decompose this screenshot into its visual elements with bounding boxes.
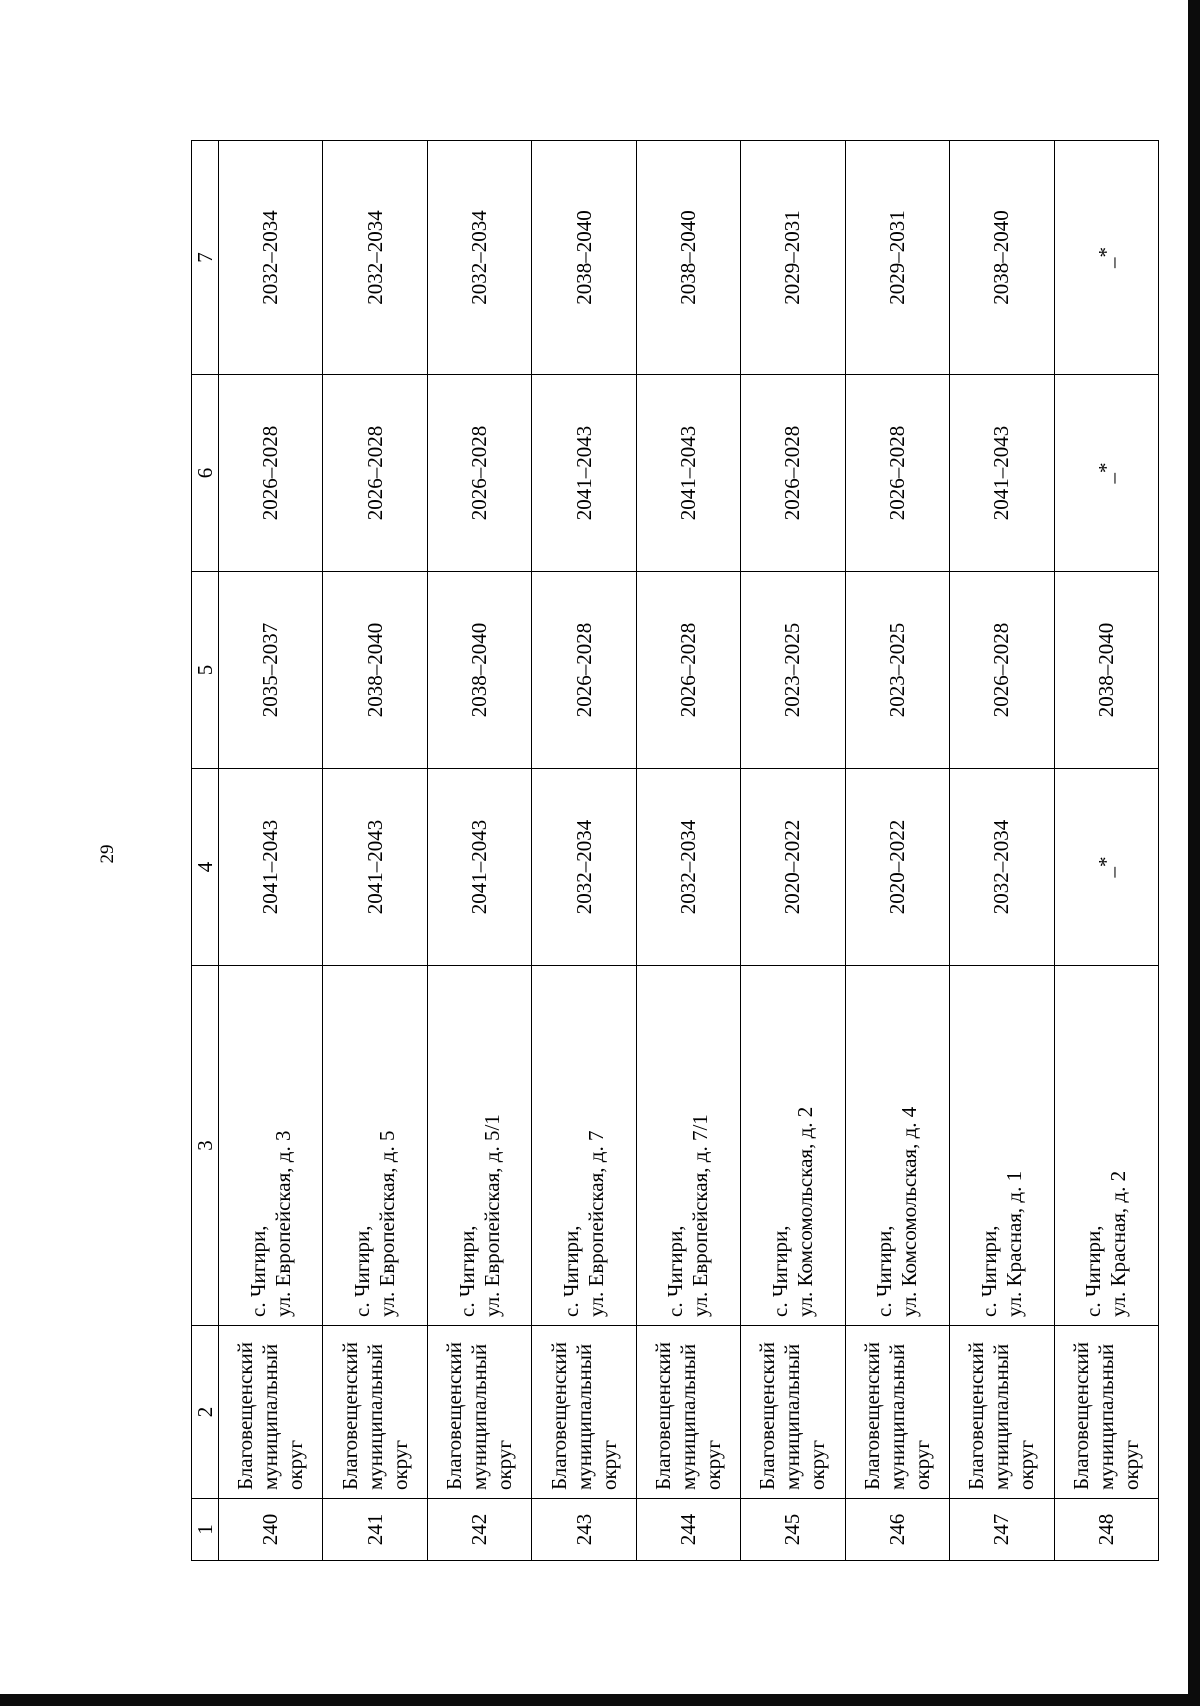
column-header: 4 [192, 769, 219, 966]
district-cell [845, 1326, 949, 1499]
column-header: 5 [192, 572, 219, 769]
district-line: округ [805, 1439, 830, 1490]
address-cell [845, 966, 949, 1326]
period-cell-col6: 2026–2028 [427, 375, 531, 572]
period-cell-col4: 2032–2034 [532, 769, 636, 966]
row-number-cell [323, 1499, 427, 1561]
district-line: округ [492, 1439, 517, 1490]
address-cell [323, 966, 427, 1326]
table-row [219, 141, 323, 1561]
period-cell-col6: 2041–2043 [532, 375, 636, 572]
row-number-cell [427, 1499, 531, 1561]
period-cell-col7: 2029–2031 [845, 141, 949, 375]
address-cell [219, 966, 323, 1326]
address-line: с. Чигири, [559, 1225, 584, 1317]
row-number-cell [845, 1499, 949, 1561]
address-line: ул. Красная, д. 2 [1106, 1170, 1131, 1317]
row-number: 246 [884, 1513, 909, 1546]
district-cell [532, 1326, 636, 1499]
address-line: с. Чигири, [245, 1225, 270, 1317]
period-cell-col5: 2035–2037 [219, 572, 323, 769]
period-cell-col6: 2026–2028 [323, 375, 427, 572]
row-number: 245 [780, 1513, 805, 1546]
table-row [323, 141, 427, 1561]
row-number: 247 [989, 1513, 1014, 1546]
period-cell-col7: 2032–2034 [219, 141, 323, 375]
table-header-row [192, 141, 219, 1561]
period-cell-col4: 2032–2034 [636, 769, 740, 966]
address-line: с. Чигири, [350, 1225, 375, 1317]
address-line: с. Чигири, [454, 1225, 479, 1317]
district-cell [741, 1326, 845, 1499]
address-line: ул. Европейская, д. 5/1 [479, 1114, 504, 1317]
district-line: Благовещенский [650, 1341, 675, 1490]
district-cell [950, 1326, 1054, 1499]
column-header: 2 [192, 1326, 219, 1499]
table-row [636, 141, 740, 1561]
period-cell-col7: 2029–2031 [741, 141, 845, 375]
period-cell-col4: 2020–2022 [845, 769, 949, 966]
district-line: муниципальный [884, 1343, 909, 1490]
address-line: с. Чигири, [663, 1225, 688, 1317]
district-line: округ [1014, 1439, 1039, 1490]
address-line: ул. Комсомольская, д. 2 [792, 1106, 817, 1317]
district-line: Благовещенский [755, 1341, 780, 1490]
period-cell-col6: 2041–2043 [950, 375, 1054, 572]
period-cell-col5: 2023–2025 [741, 572, 845, 769]
period-cell-col4: _* [1054, 769, 1159, 966]
district-cell [219, 1326, 323, 1499]
district-line: округ [387, 1439, 412, 1490]
district-cell [1054, 1326, 1159, 1499]
period-cell-col4: 2041–2043 [219, 769, 323, 966]
district-line: округ [596, 1439, 621, 1490]
district-line: Благовещенский [546, 1341, 571, 1490]
period-cell-col5: 2038–2040 [427, 572, 531, 769]
district-line: муниципальный [467, 1343, 492, 1490]
district-line: муниципальный [989, 1343, 1014, 1490]
period-cell-col4: 2041–2043 [427, 769, 531, 966]
row-number: 240 [258, 1513, 283, 1546]
district-line: муниципальный [1093, 1343, 1118, 1490]
district-line: муниципальный [258, 1343, 283, 1490]
period-cell-col5: 2023–2025 [845, 572, 949, 769]
period-cell-col5: 2026–2028 [950, 572, 1054, 769]
district-cell [636, 1326, 740, 1499]
row-number: 243 [571, 1513, 596, 1546]
table-row [532, 141, 636, 1561]
district-line: Благовещенский [337, 1341, 362, 1490]
district-line: Благовещенский [1068, 1341, 1093, 1490]
period-cell-col6: _* [1054, 375, 1159, 572]
period-cell-col6: 2041–2043 [636, 375, 740, 572]
address-line: ул. Комсомольская, д. 4 [897, 1106, 922, 1317]
period-cell-col4: 2020–2022 [741, 769, 845, 966]
row-number: 242 [467, 1513, 492, 1546]
period-cell-col5: 2038–2040 [1054, 572, 1159, 769]
address-line: ул. Европейская, д. 7 [584, 1130, 609, 1317]
period-cell-col5: 2026–2028 [636, 572, 740, 769]
district-line: муниципальный [362, 1343, 387, 1490]
scan-edge-right [1188, 0, 1200, 1706]
period-cell-col7: 2038–2040 [636, 141, 740, 375]
period-cell-col7: _* [1054, 141, 1159, 375]
scan-edge-bottom [0, 1694, 1200, 1706]
period-cell-col5: 2026–2028 [532, 572, 636, 769]
table-row [741, 141, 845, 1561]
column-header: 1 [192, 1499, 219, 1561]
period-cell-col4: 2032–2034 [950, 769, 1054, 966]
district-line: муниципальный [571, 1343, 596, 1490]
row-number-cell [741, 1499, 845, 1561]
row-number-cell [1054, 1499, 1159, 1561]
period-cell-col6: 2026–2028 [845, 375, 949, 572]
schedule-table-wrapper [191, 141, 1159, 1561]
district-line: Благовещенский [442, 1341, 467, 1490]
table-row [427, 141, 531, 1561]
address-line: с. Чигири, [976, 1225, 1001, 1317]
address-cell [427, 966, 531, 1326]
table-row [1054, 141, 1159, 1561]
address-cell [741, 966, 845, 1326]
page-number: 29 [97, 844, 118, 864]
row-number: 248 [1093, 1513, 1118, 1546]
district-line: муниципальный [780, 1343, 805, 1490]
district-line: округ [1118, 1439, 1143, 1490]
row-number-cell [219, 1499, 323, 1561]
column-header: 3 [192, 966, 219, 1326]
period-cell-col4: 2041–2043 [323, 769, 427, 966]
table-row [950, 141, 1054, 1561]
address-line: ул. Европейская, д. 7/1 [688, 1114, 713, 1317]
district-line: Благовещенский [964, 1341, 989, 1490]
period-cell-col7: 2032–2034 [323, 141, 427, 375]
district-line: округ [700, 1439, 725, 1490]
column-header: 6 [192, 375, 219, 572]
period-cell-col6: 2026–2028 [741, 375, 845, 572]
period-cell-col6: 2026–2028 [219, 375, 323, 572]
period-cell-col5: 2038–2040 [323, 572, 427, 769]
row-number: 241 [362, 1513, 387, 1546]
district-line: округ [283, 1439, 308, 1490]
schedule-table [191, 140, 1159, 1561]
address-cell [636, 966, 740, 1326]
table-body [219, 141, 1159, 1561]
district-line: муниципальный [675, 1343, 700, 1490]
address-line: ул. Европейская, д. 5 [375, 1130, 400, 1317]
address-line: с. Чигири, [767, 1225, 792, 1317]
district-cell [427, 1326, 531, 1499]
table-row [845, 141, 949, 1561]
period-cell-col7: 2038–2040 [532, 141, 636, 375]
row-number-cell [950, 1499, 1054, 1561]
address-cell [532, 966, 636, 1326]
district-line: Благовещенский [233, 1341, 258, 1490]
column-header: 7 [192, 141, 219, 375]
row-number-cell [636, 1499, 740, 1561]
address-line: ул. Красная, д. 1 [1001, 1170, 1026, 1317]
address-line: с. Чигири, [1081, 1225, 1106, 1317]
row-number: 244 [675, 1513, 700, 1546]
address-line: с. Чигири, [872, 1225, 897, 1317]
period-cell-col7: 2032–2034 [427, 141, 531, 375]
district-line: Благовещенский [859, 1341, 884, 1490]
district-line: округ [909, 1439, 934, 1490]
district-cell [323, 1326, 427, 1499]
row-number-cell [532, 1499, 636, 1561]
address-cell [1054, 966, 1159, 1326]
address-line: ул. Европейская, д. 3 [270, 1130, 295, 1317]
address-cell [950, 966, 1054, 1326]
period-cell-col7: 2038–2040 [950, 141, 1054, 375]
